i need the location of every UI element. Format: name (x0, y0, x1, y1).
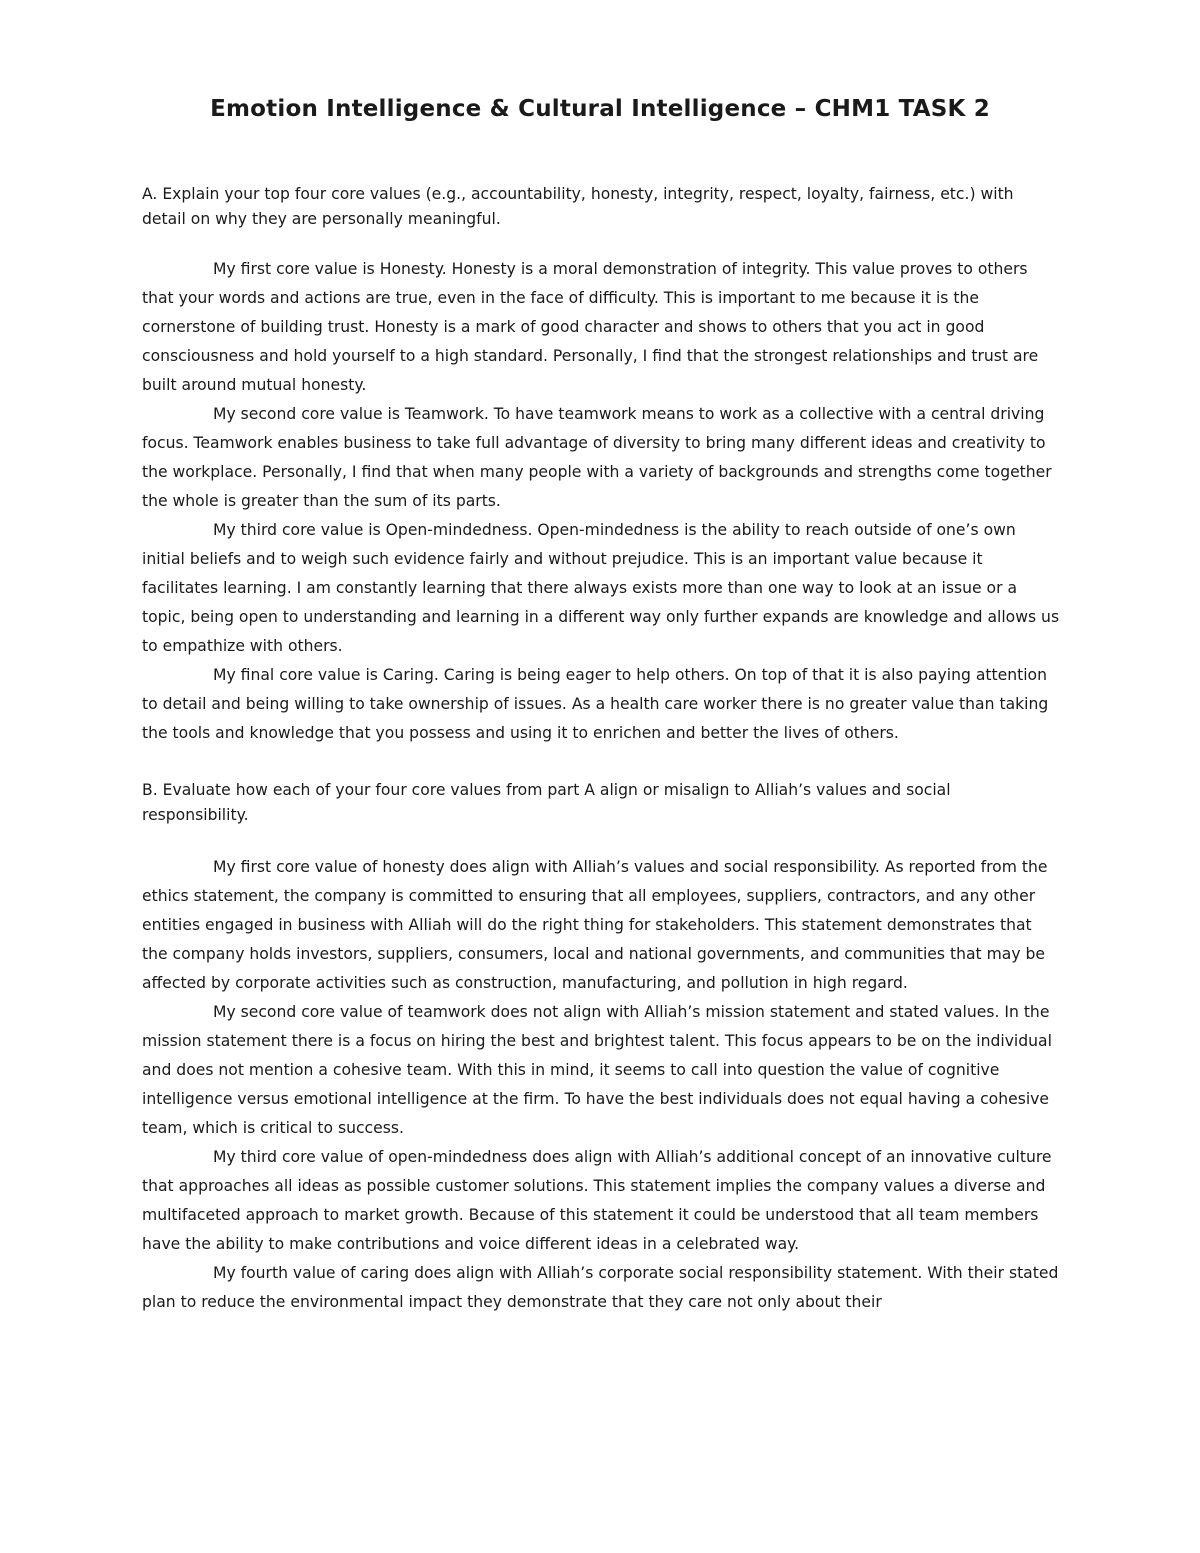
section-a-paragraph-teamwork: My second core value is Teamwork. To have teamwork means to work as a collective with a central driving focus. Teamwork enables business to take full advantage of diversity to bring many different ideas and creativity to the workplace. Personally, I find that when many people with a variety of backgrounds and strengths come together the whole is greater than the sum of its parts. (142, 405, 1052, 510)
section-b-paragraph-caring: My fourth value of caring does align with Alliah’s corporate social responsibility statement. With their stated plan to reduce the environmental impact they demonstrate that they care not only about their (142, 1264, 1059, 1311)
document-title: Emotion Intelligence & Cultural Intelligence – CHM1 TASK 2 (210, 96, 990, 122)
section-a-paragraph-caring: My final core value is Caring. Caring is being eager to help others. On top of that it is also paying attention to detail and being willing to take ownership of issues. As a health care worker there is no greater value than taking the tools and knowledge that you possess and using it to enrichen and better the lives of others. (142, 666, 1049, 742)
document-body (142, 182, 1062, 1317)
section-b-label: B. (142, 781, 158, 799)
section-b-paragraph-teamwork: My second core value of teamwork does not align with Alliah’s mission statement and stated values. In the mission statement there is a focus on hiring the best and brightest talent. This focus appears to be on the individual and does not mention a cohesive team. With this in mind, it seems to call into question the value of cognitive intelligence versus emotional intelligence at the firm. To have the best individuals does not equal having a cohesive team, which is critical to success. (142, 1003, 1052, 1137)
section-a-prompt-text: Explain your top four core values (e.g., accountability, honesty, integrity, respect, loyalty, fairness, etc.) with detail on why they are personally meaningful. (142, 185, 1014, 228)
section-b-paragraph-honesty: My first core value of honesty does align with Alliah’s values and social responsibility. As reported from the ethics statement, the company is committed to ensuring that all employees, suppliers, contractors, and any other entities engaged in business with Alliah will do the right thing for stakeholders. This statement demonstrates that the company holds investors, suppliers, consumers, local and national governments, and communities that may be affected by corporate activities such as construction, manufacturing, and pollution in high regard. (142, 858, 1048, 992)
section-a-paragraph-honesty: My first core value is Honesty. Honesty is a moral demonstration of integrity. This value proves to others that your words and actions are true, even in the face of difficulty. This is important to me because it is the cornerstone of building trust. Honesty is a mark of good character and shows to others that you act in good consciousness and hold yourself to a high standard. Personally, I find that the strongest relationships and trust are built around mutual honesty. (142, 260, 1039, 394)
section-b-prompt (142, 778, 1062, 827)
section-b-prompt-text: Evaluate how each of your four core values from part A align or misalign to Alliah’s values and social responsibility. (142, 781, 951, 824)
section-a-paragraph-open-mindedness: My third core value is Open-mindedness. Open-mindedness is the ability to reach outside of one’s own initial beliefs and to weigh such evidence fairly and without prejudice. This is an important value because it facilitates learning. I am constantly learning that there always exists more than one way to look at an issue or a topic, being open to understanding and learning in a different way only further expands are knowledge and allows us to empathize with others. (142, 521, 1060, 655)
section-b-paragraph-open-mindedness: My third core value of open-mindedness does align with Alliah’s additional concept of an innovative culture that approaches all ideas as possible customer solutions. This statement implies the company values a diverse and multifaceted approach to market growth. Because of this statement it could be understood that all team members have the ability to make contributions and voice different ideas in a celebrated way. (142, 1148, 1052, 1253)
section-a-label: A. (142, 185, 158, 203)
section-a-prompt (142, 182, 1062, 231)
